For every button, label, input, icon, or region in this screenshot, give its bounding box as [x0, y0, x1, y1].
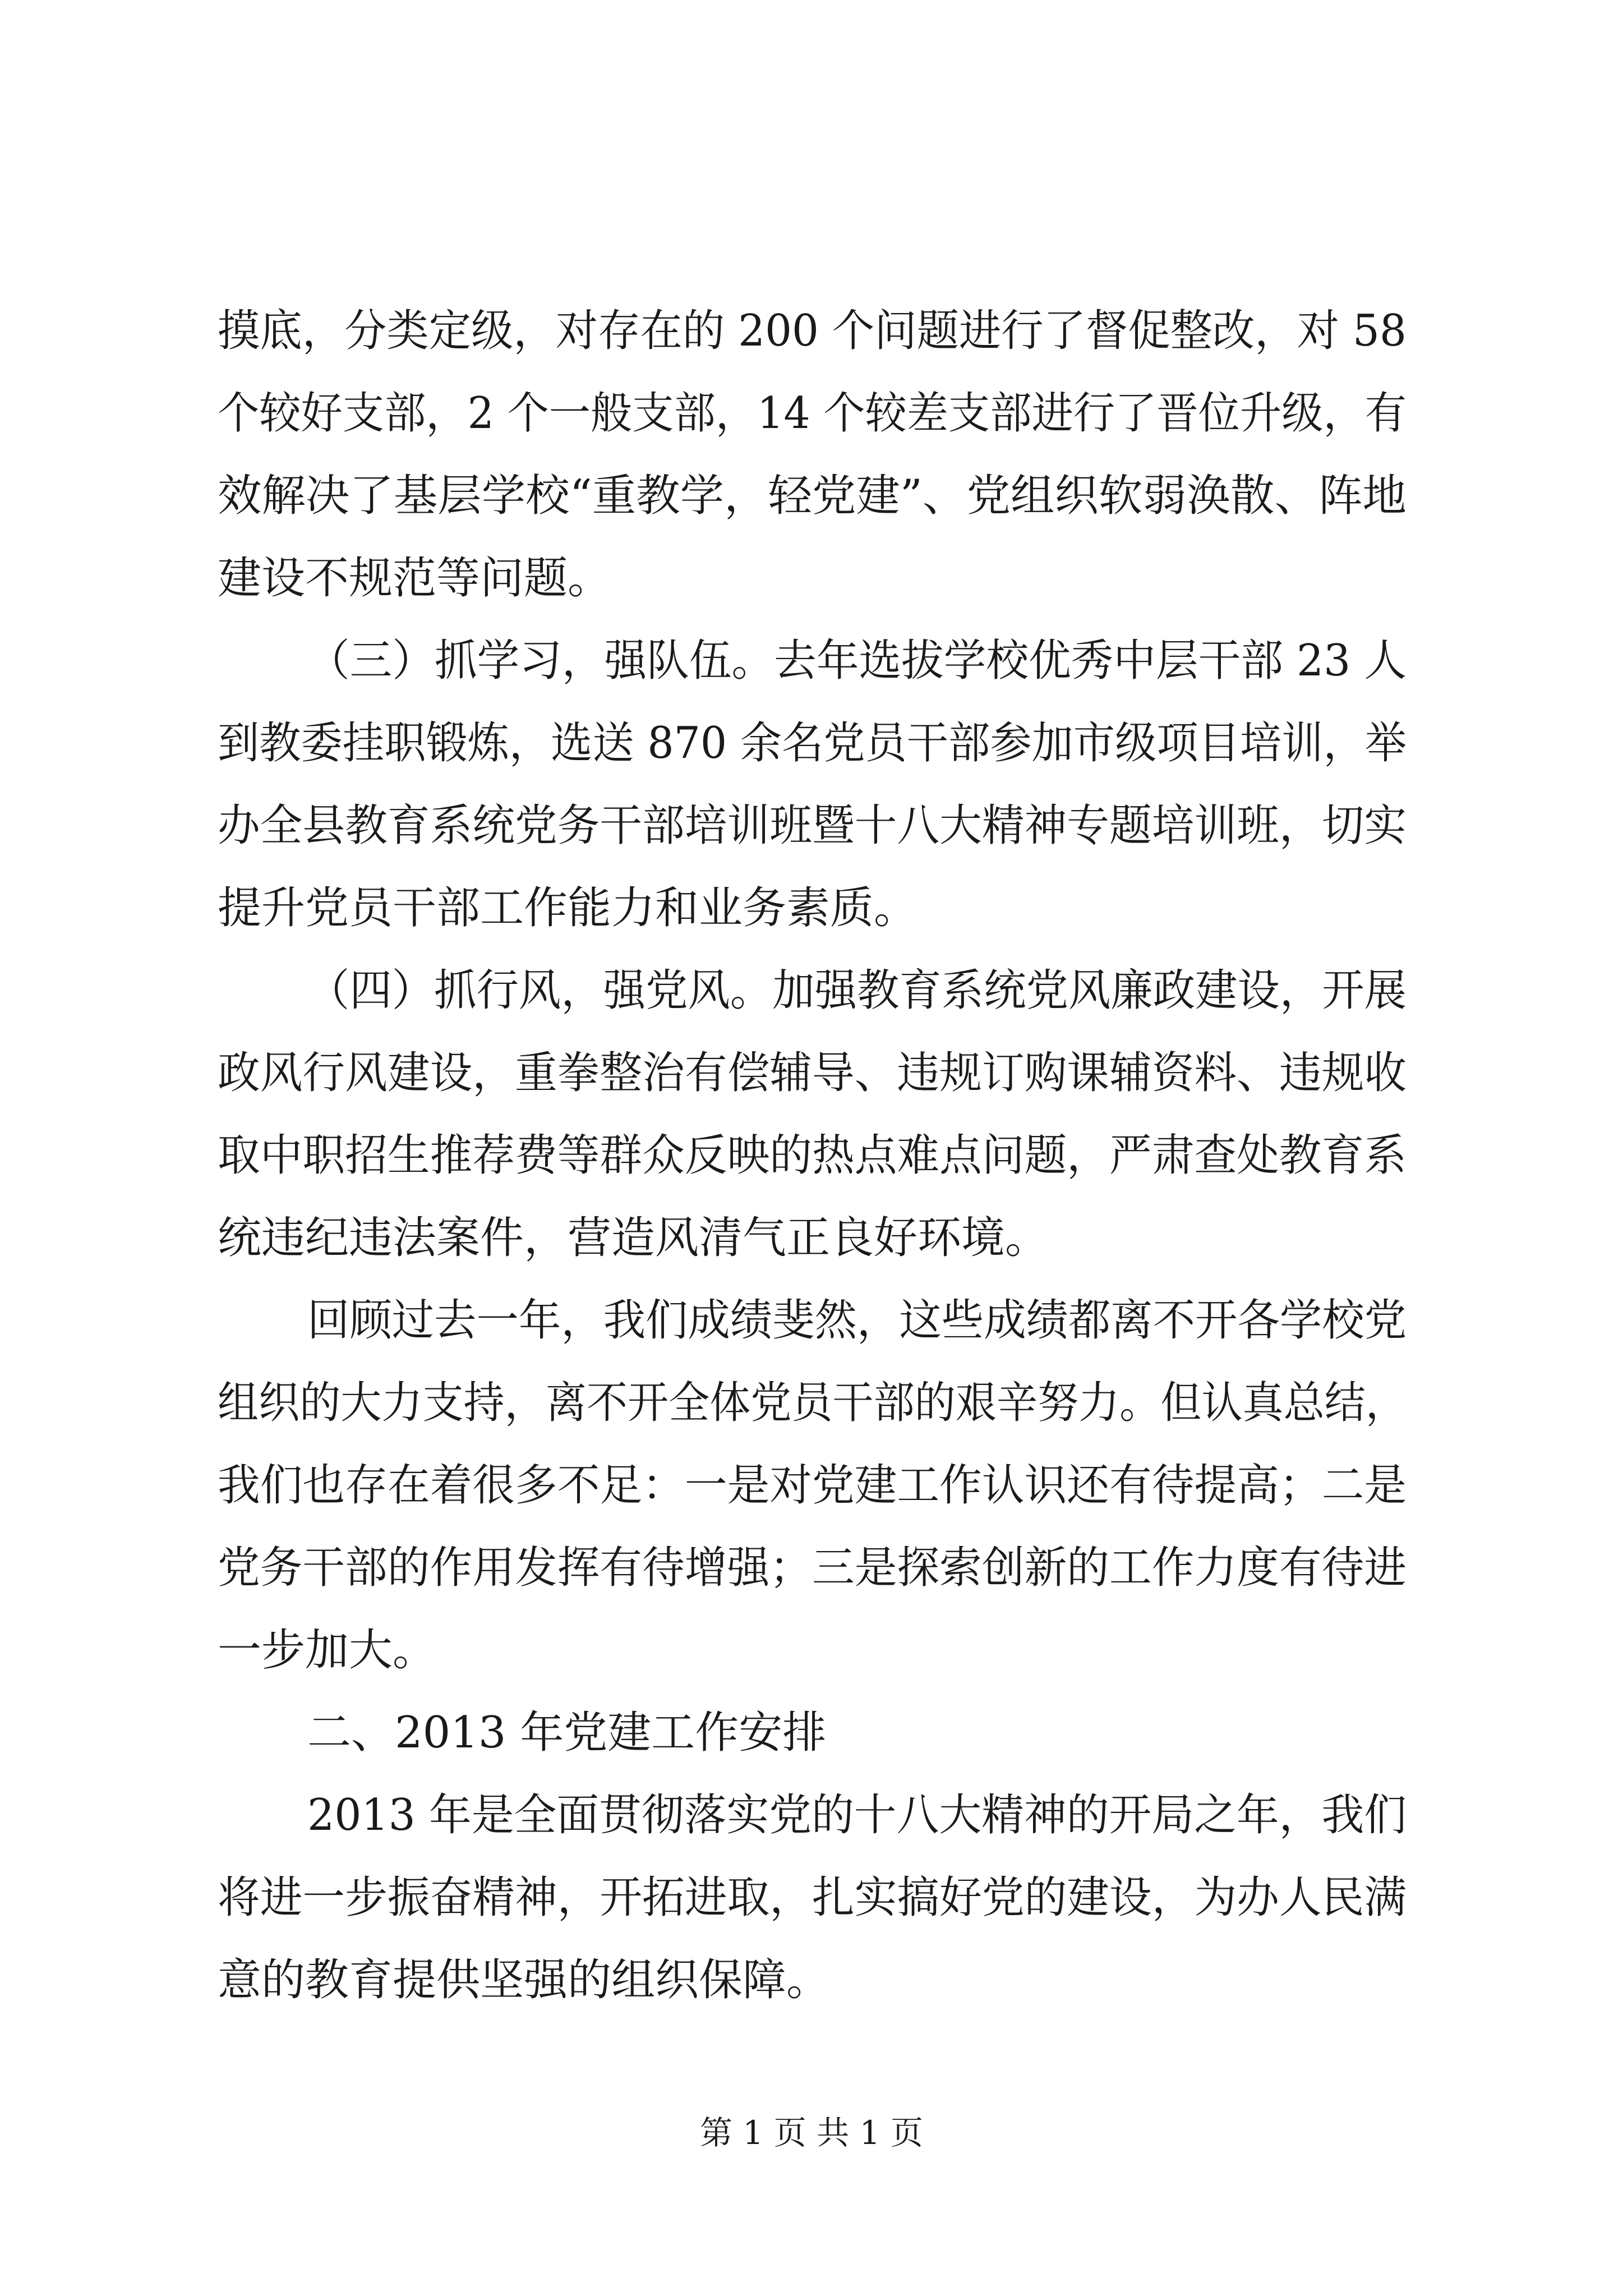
page-number-footer: 第 1 页 共 1 页 [700, 2114, 923, 2152]
text-line: 建设不规范等问题。 [218, 553, 612, 604]
paragraph-start-line: （四）抓行风，强党风。加强教育系统党风廉政建设，开展 [307, 965, 1407, 1016]
text-line: 摸底，分类定级，对存在的 200 个问题进行了督促整改，对 58 [218, 306, 1407, 356]
text-line: 个较好支部，2 个一般支部，14 个较差支部进行了晋位升级，有 [218, 388, 1407, 439]
text-line: 到教委挂职锻炼，选送 870 余名党员干部参加市级项目培训，举 [218, 718, 1407, 769]
text-line: 组织的大力支持，离不开全体党员干部的艰辛努力。但认真总结， [218, 1378, 1407, 1428]
text-line: 办全县教育系统党务干部培训班暨十八大精神专题培训班，切实 [218, 800, 1407, 851]
paragraph-start-line: （三）抓学习，强队伍。去年选拔学校优秀中层干部 23 人 [307, 636, 1407, 686]
text-line: 我们也存在着很多不足：一是对党建工作认识还有待提高；二是 [218, 1460, 1407, 1511]
text-line: 一步加大。 [218, 1625, 437, 1676]
text-line: 效解决了基层学校“重教学，轻党建”、党组织软弱涣散、阵地 [218, 471, 1407, 521]
text-line: 党务干部的作用发挥有待增强；三是探索创新的工作力度有待进 [218, 1543, 1407, 1593]
text-line: 意的教育提供坚强的组织保障。 [218, 1955, 831, 2005]
section-heading: 二、2013 年党建工作安排 [307, 1708, 827, 1758]
paragraph-start-line: 2013 年是全面贯彻落实党的十八大精神的开局之年，我们 [307, 1790, 1407, 1841]
text-line: 统违纪违法案件，营造风清气正良好环境。 [218, 1213, 1049, 1263]
text-line: 取中职招生推荐费等群众反映的热点难点问题，严肃查处教育系 [218, 1130, 1407, 1181]
text-line: 提升党员干部工作能力和业务素质。 [218, 883, 918, 933]
paragraph-start-line: 回顾过去一年，我们成绩斐然，这些成绩都离不开各学校党 [307, 1295, 1407, 1346]
text-line: 将进一步振奋精神，开拓进取，扎实搞好党的建设，为办人民满 [218, 1872, 1407, 1923]
text-line: 政风行风建设，重拳整治有偿辅导、违规订购课辅资料、违规收 [218, 1048, 1407, 1098]
